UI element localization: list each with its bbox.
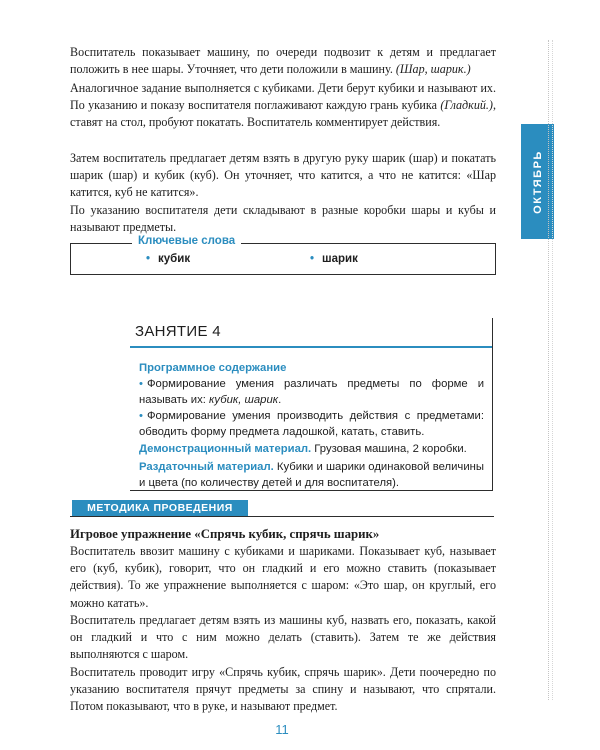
bullet-icon: •	[310, 253, 315, 265]
month-label: ОКТЯБРЬ	[531, 149, 544, 214]
paragraph-3: Затем воспитатель предлагает детям взять в другую руку шарик (шар) и покатать шарик (шар) и кубик (куб). Он уточняет, что катится, а что не катится: «Шар катится, куб не катится».	[70, 151, 496, 200]
keyword-item: • кубик	[146, 253, 191, 265]
handout-material: Раздаточный материал. Кубики и шарики одинаковой величины и цвета (по количеству детей и для воспитателя).	[139, 461, 484, 489]
game-title: Игровое упражнение «Спрячь кубик, спрячь шарик»	[70, 527, 380, 541]
paragraph-2: Аналогичное задание выполняется с кубиками. Дети берут кубики и называют их. По указанию и показу воспитателя поглаживают каждую грань кубика (Гладкий.), ставят на стол, пробуют покатать. Воспитатель комментирует действия.	[70, 81, 496, 130]
methodology-label: МЕТОДИКА ПРОВЕДЕНИЯ	[72, 500, 248, 516]
page-number: 11	[275, 722, 289, 737]
paragraph-1: Воспитатель показывает машину, по очереди подвозит к детям и предлагает положить в нее шары. Уточняет, что дети положили в машину. (Шар, шарик.)	[70, 45, 496, 77]
paragraph-4: По указанию воспитателя дети складывают в разные коробки шары и кубы и называют предметы.	[70, 203, 496, 235]
keywords-box	[70, 243, 496, 275]
demo-material: Демонстрационный материал. Грузовая машина, 2 коробки.	[139, 443, 467, 455]
lesson-title-rule	[130, 346, 492, 348]
bullet-icon: •	[139, 410, 143, 422]
lesson-title: ЗАНЯТИЕ 4	[135, 323, 221, 340]
page-edge-decoration	[548, 40, 553, 700]
game-paragraph-3: Воспитатель проводит игру «Спрячь кубик, спрячь шарик». Дети поочередно по указанию воспитателя прячут предметы за спину и называют, что спрятали. Потом показывают, что в руке, и называют предмет.	[70, 665, 496, 714]
keyword-item: • шарик	[310, 253, 358, 265]
game-paragraph-1: Воспитатель ввозит машину с кубиками и шариками. Показывает куб, называет его (куб, кубик), говорит, что он гладкий и его можно ставить (показывает действия). То же упражнение выполняется с шаром: «Это шар, он круглый, его можно катать».	[70, 544, 496, 610]
program-goal-2: • Формирование умения производить действия с предметами: обводить форму предмета ладошкой, катать, ставить.	[139, 410, 484, 438]
keywords-title: Ключевые слова	[132, 235, 241, 247]
program-heading: Программное содержание	[139, 362, 287, 374]
game-paragraph-2: Воспитатель предлагает детям взять из машины куб, назвать его, показать, какой он гладкий и что с ним можно делать (ставить). Затем те же действия выполняются с шаром.	[70, 613, 496, 662]
bullet-icon: •	[146, 253, 151, 265]
bullet-icon: •	[139, 378, 143, 390]
program-goal-1: • Формирование умения различать предметы по форме и называть их: кубик, шарик.	[139, 378, 484, 406]
